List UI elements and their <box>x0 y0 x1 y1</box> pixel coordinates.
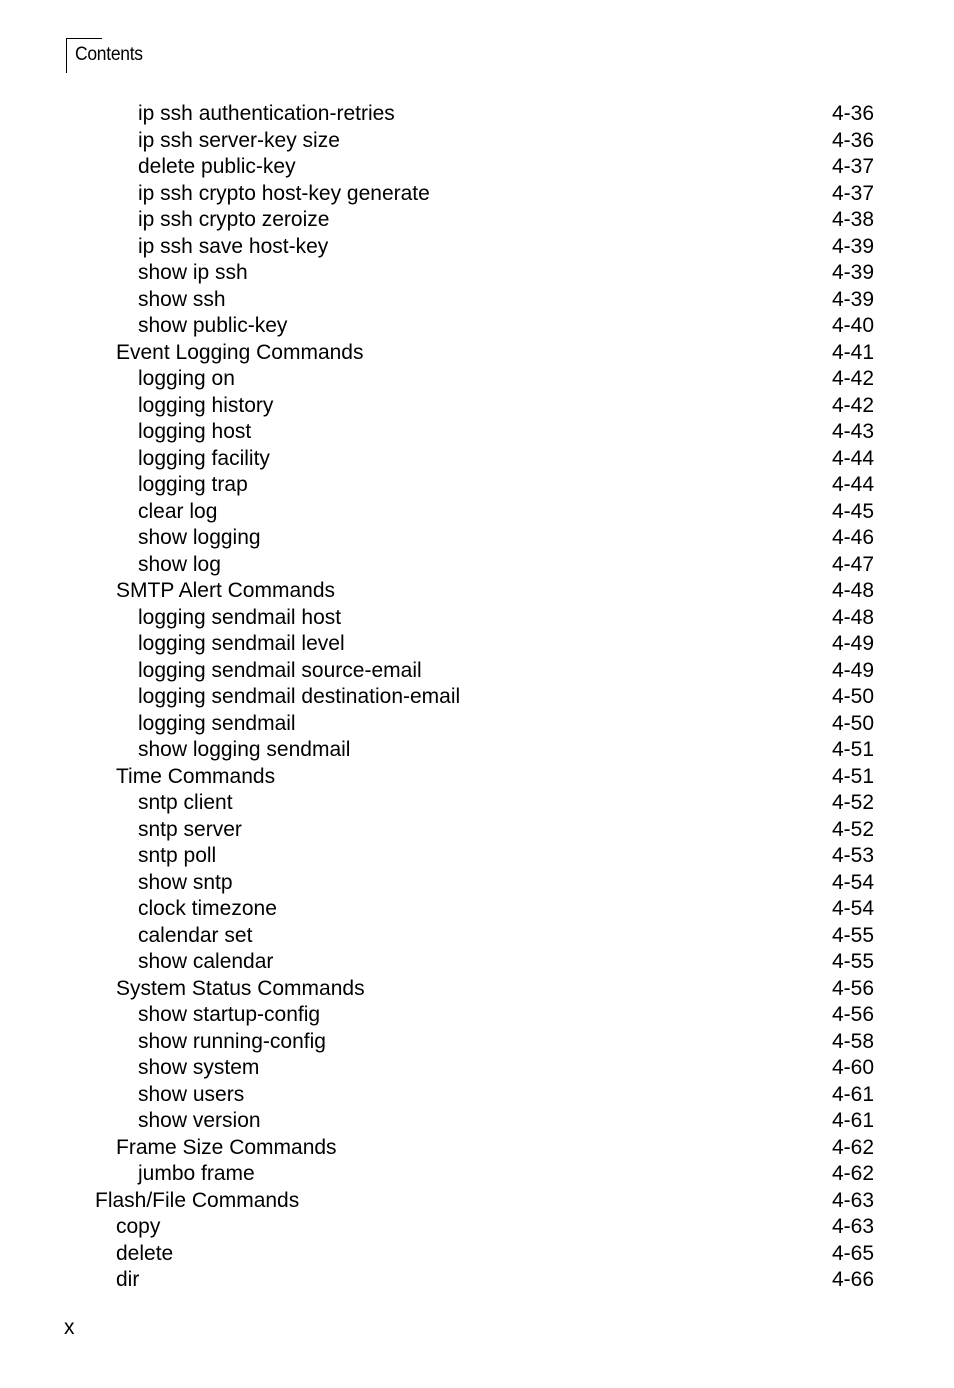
toc-entry-page: 4-56 <box>831 1003 874 1026</box>
toc-entry[interactable] <box>0 737 954 764</box>
toc-entry-title: ip ssh crypto zeroize <box>138 208 330 231</box>
toc-entry-page: 4-47 <box>831 552 874 576</box>
toc-entry-page: 4-48 <box>831 579 874 602</box>
toc-entry-page: 4-50 <box>831 685 874 708</box>
toc-entry-title: logging facility <box>138 446 270 470</box>
toc-entry[interactable] <box>0 896 954 923</box>
toc-entry-title: SMTP Alert Commands <box>116 579 336 602</box>
toc-entry[interactable] <box>0 843 954 870</box>
toc-entry[interactable] <box>0 128 954 155</box>
toc-entry-title: Time Commands <box>116 764 276 788</box>
toc-entry[interactable] <box>0 976 954 1003</box>
toc-entry-page: 4-61 <box>831 1082 874 1106</box>
toc-entry-page: 4-53 <box>831 844 874 867</box>
toc-entry[interactable] <box>0 631 954 658</box>
toc-entry[interactable] <box>0 393 954 420</box>
toc-entry-page: 4-58 <box>831 1029 874 1053</box>
toc-entry-page: 4-56 <box>831 976 874 1000</box>
toc-entry-page: 4-37 <box>831 155 874 178</box>
toc-entry-title: logging sendmail source-email <box>138 658 422 682</box>
toc-entry[interactable] <box>0 923 954 950</box>
toc-entry-page: 4-60 <box>831 1056 874 1079</box>
toc-entry-title: logging host <box>138 420 252 443</box>
toc-entry-page: 4-40 <box>831 314 874 337</box>
toc-entry[interactable] <box>0 499 954 526</box>
toc-entry-page: 4-39 <box>831 287 874 311</box>
toc-entry[interactable] <box>0 1161 954 1188</box>
toc-entry-title: logging sendmail host <box>138 605 342 629</box>
toc-entry-title: jumbo frame <box>138 1162 255 1185</box>
toc-entry-page: 4-39 <box>831 234 874 258</box>
toc-entry-page: 4-42 <box>831 367 874 390</box>
running-header: Contents <box>75 44 143 65</box>
toc-entry[interactable] <box>0 578 954 605</box>
toc-entry-page: 4-65 <box>831 1241 874 1265</box>
toc-entry[interactable] <box>0 870 954 897</box>
toc-entry-title: show ip ssh <box>138 261 248 284</box>
toc-entry-page: 4-44 <box>831 473 874 496</box>
toc-entry-title: show log <box>138 552 221 576</box>
toc-entry-title: show running-config <box>138 1029 326 1053</box>
toc-entry-title: logging sendmail level <box>138 632 345 655</box>
toc-entry[interactable] <box>0 525 954 552</box>
toc-entry-title: delete <box>116 1241 174 1265</box>
toc-entry[interactable] <box>0 1055 954 1082</box>
toc-entry-page: 4-63 <box>831 1188 874 1212</box>
toc-entry-title: clear log <box>138 499 218 523</box>
toc-entry-page: 4-52 <box>831 817 874 841</box>
toc-entry-page: 4-62 <box>831 1162 874 1185</box>
toc-entry-page: 4-61 <box>831 1109 874 1132</box>
toc-entry-page: 4-51 <box>831 764 874 788</box>
toc-entry[interactable] <box>0 1029 954 1056</box>
toc-entry-page: 4-42 <box>831 393 874 417</box>
toc-entry-title: show system <box>138 1056 260 1079</box>
toc-entry-title: show sntp <box>138 870 233 894</box>
toc-entry-page: 4-38 <box>831 208 874 231</box>
toc-entry-page: 4-50 <box>831 711 874 735</box>
toc-entry-page: 4-46 <box>831 526 874 549</box>
toc-entry[interactable] <box>0 366 954 393</box>
toc-entry-title: Flash/File Commands <box>95 1188 300 1212</box>
toc-entry[interactable] <box>0 154 954 181</box>
toc-entry[interactable] <box>0 234 954 261</box>
toc-entry-title: ip ssh crypto host-key generate <box>138 181 430 205</box>
toc-entry-title: sntp client <box>138 791 233 814</box>
toc-entry-page: 4-54 <box>831 897 874 920</box>
toc-entry[interactable] <box>0 1108 954 1135</box>
toc-entry-title: show calendar <box>138 950 274 973</box>
toc-entry[interactable] <box>0 684 954 711</box>
page-number: x <box>64 1316 75 1339</box>
toc-entry-title: sntp server <box>138 817 242 841</box>
toc-entry[interactable] <box>0 817 954 844</box>
toc-entry-page: 4-55 <box>831 923 874 947</box>
toc-entry[interactable] <box>0 658 954 685</box>
toc-entry[interactable] <box>0 1214 954 1241</box>
toc-entry-title: System Status Commands <box>116 976 365 1000</box>
toc-entry-page: 4-39 <box>831 261 874 284</box>
toc-entry[interactable] <box>0 1082 954 1109</box>
toc-entry[interactable] <box>0 1002 954 1029</box>
toc-entry-title: ip ssh server-key size <box>138 128 340 152</box>
toc-entry-page: 4-41 <box>831 340 874 364</box>
toc-entry-title: show public-key <box>138 314 288 337</box>
toc-entry-title: logging sendmail destination-email <box>138 685 461 708</box>
toc-entry-page: 4-51 <box>831 738 874 761</box>
toc-entry-title: logging on <box>138 367 235 390</box>
toc-entry-page: 4-37 <box>831 181 874 205</box>
toc-entry-title: show users <box>138 1082 245 1106</box>
toc-entry-title: delete public-key <box>138 155 296 178</box>
toc-entry[interactable] <box>0 711 954 738</box>
toc-entry-page: 4-43 <box>831 420 874 443</box>
toc-entry-page: 4-52 <box>831 791 874 814</box>
toc-entry-page: 4-44 <box>831 446 874 470</box>
toc-entry-title: copy <box>116 1215 161 1238</box>
toc-entry[interactable] <box>0 1135 954 1162</box>
header-rule-horizontal <box>66 38 102 39</box>
toc-entry-title: clock timezone <box>138 897 277 920</box>
toc-entry[interactable] <box>0 949 954 976</box>
toc-entry[interactable] <box>0 181 954 208</box>
toc-entry[interactable] <box>0 207 954 234</box>
toc-entry-title: logging trap <box>138 473 248 496</box>
toc-entry-page: 4-36 <box>831 128 874 152</box>
toc-entry-title: show ssh <box>138 287 226 311</box>
toc-entry-page: 4-54 <box>831 870 874 894</box>
header-rule-vertical <box>66 38 67 73</box>
toc-entry[interactable] <box>0 101 954 128</box>
toc-entry-page: 4-36 <box>831 102 874 125</box>
toc-entry[interactable] <box>0 1267 954 1294</box>
toc-entry-title: calendar set <box>138 923 253 947</box>
toc-entry-page: 4-62 <box>831 1135 874 1159</box>
toc-entry-title: dir <box>116 1268 140 1291</box>
toc-entry-title: show logging sendmail <box>138 738 351 761</box>
toc-entry[interactable] <box>0 287 954 314</box>
toc-entry-page: 4-49 <box>831 658 874 682</box>
toc-entry-title: sntp poll <box>138 844 217 867</box>
toc-entry-title: Event Logging Commands <box>116 340 364 364</box>
toc-entry[interactable] <box>0 419 954 446</box>
toc-entry[interactable] <box>0 1188 954 1215</box>
toc-entry[interactable] <box>0 313 954 340</box>
toc-entry[interactable] <box>0 340 954 367</box>
toc-entry-page: 4-45 <box>831 499 874 523</box>
toc-entry[interactable] <box>0 764 954 791</box>
toc-entry[interactable] <box>0 446 954 473</box>
toc-entry-page: 4-48 <box>831 605 874 629</box>
toc-entry[interactable] <box>0 260 954 287</box>
toc-entry-page: 4-49 <box>831 632 874 655</box>
toc-entry-title: show startup-config <box>138 1003 321 1026</box>
toc-entry[interactable] <box>0 472 954 499</box>
toc-entry-page: 4-55 <box>831 950 874 973</box>
toc-entry-page: 4-63 <box>831 1215 874 1238</box>
toc-entry[interactable] <box>0 1241 954 1268</box>
toc-entry-page: 4-66 <box>831 1268 874 1291</box>
toc-entry-title: logging history <box>138 393 274 417</box>
toc-entry-title: logging sendmail <box>138 711 296 735</box>
toc-entry-title: show logging <box>138 526 261 549</box>
toc-entry-title: Frame Size Commands <box>116 1135 337 1159</box>
table-of-contents <box>0 101 954 1294</box>
toc-entry[interactable] <box>0 552 954 579</box>
toc-entry[interactable] <box>0 790 954 817</box>
toc-entry-title: ip ssh authentication-retries <box>138 102 395 125</box>
toc-entry-title: ip ssh save host-key <box>138 234 329 258</box>
toc-entry-title: show version <box>138 1109 261 1132</box>
toc-entry[interactable] <box>0 605 954 632</box>
